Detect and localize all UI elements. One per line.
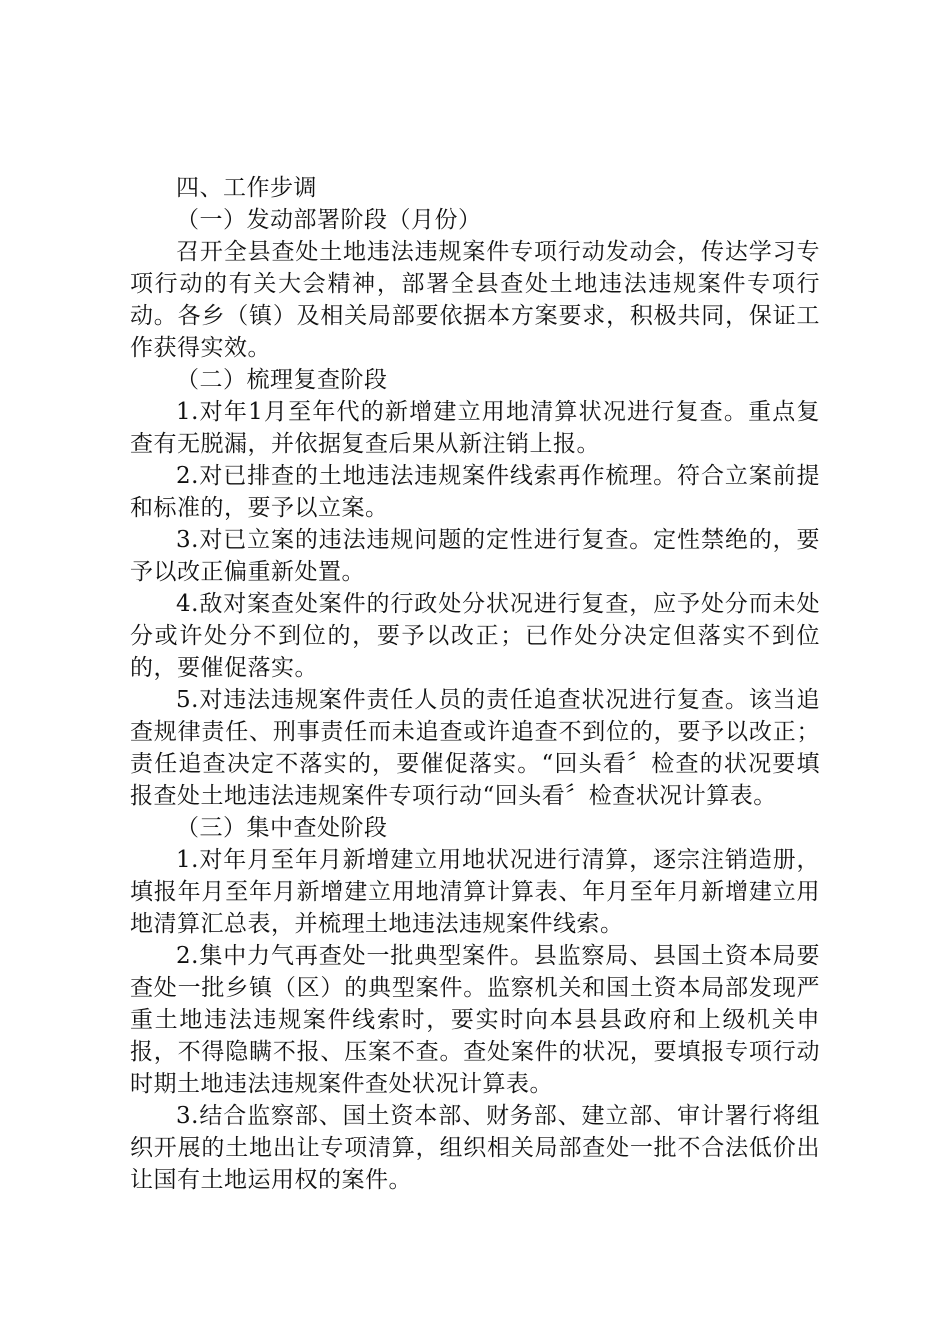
paragraph: 5.对违法违规案件责任人员的责任追查状况进行复查。该当追查规律责任、刑事责任而未追查或许追查不到位的，要予以改正；责任追查决定不落实的，要催促落实。“回头看〞检查的状况要填报查处土地违法违规案件专项行动“回头看〞检查状况计算表。 [130,687,820,809]
document-body [130,172,820,1196]
paragraph: 2.集中力气再查处一批典型案件。县监察局、县国土资本局要查处一批乡镇（区）的典型案件。监察机关和国土资本局部发现严重土地违法违规案件线索时，要实时向本县县政府和上级机关申报，不得隐瞒不报、压案不查。查处案件的状况，要填报专项行动时期土地违法违规案件查处状况计算表。 [130,943,820,1097]
paragraph: 2.对已排查的土地违法违规案件线索再作梳理。符合立案前提和标准的，要予以立案。 [130,463,820,521]
paragraph: 4.敌对案查处案件的行政处分状况进行复查，应予处分而未处分或许处分不到位的，要予以改正；已作处分决定但落实不到位的，要催促落实。 [130,591,820,681]
subsection-heading: （一）发动部署阶段（月份） [176,207,482,233]
paragraph: 1.对年1月至年代的新增建立用地清算状况进行复查。重点复查有无脱漏，并依据复查后果从新注销上报。 [130,399,820,457]
paragraph: 1.对年月至年月新增建立用地状况进行清算，逐宗注销造册，填报年月至年月新增建立用地清算计算表、年月至年月新增建立用地清算汇总表，并梳理土地违法违规案件线索。 [130,847,820,937]
paragraph: 3.对已立案的违法违规问题的定性进行复查。定性禁绝的，要予以改正偏重新处置。 [130,527,820,585]
paragraph: 3.结合监察部、国土资本部、财务部、建立部、审计署行将组织开展的土地出让专项清算，组织相关局部查处一批不合法低价出让国有土地运用权的案件。 [130,1103,820,1193]
section-heading: 四、工作步调 [176,175,317,201]
subsection-heading: （三）集中查处阶段 [176,815,388,841]
paragraph: 召开全县查处土地违法违规案件专项行动发动会，传达学习专项行动的有关大会精神，部署全县查处土地违法违规案件专项行动。各乡（镇）及相关局部要依据本方案要求，积极共同，保证工作获得实效。 [130,239,820,361]
subsection-heading: （二）梳理复查阶段 [176,367,388,393]
